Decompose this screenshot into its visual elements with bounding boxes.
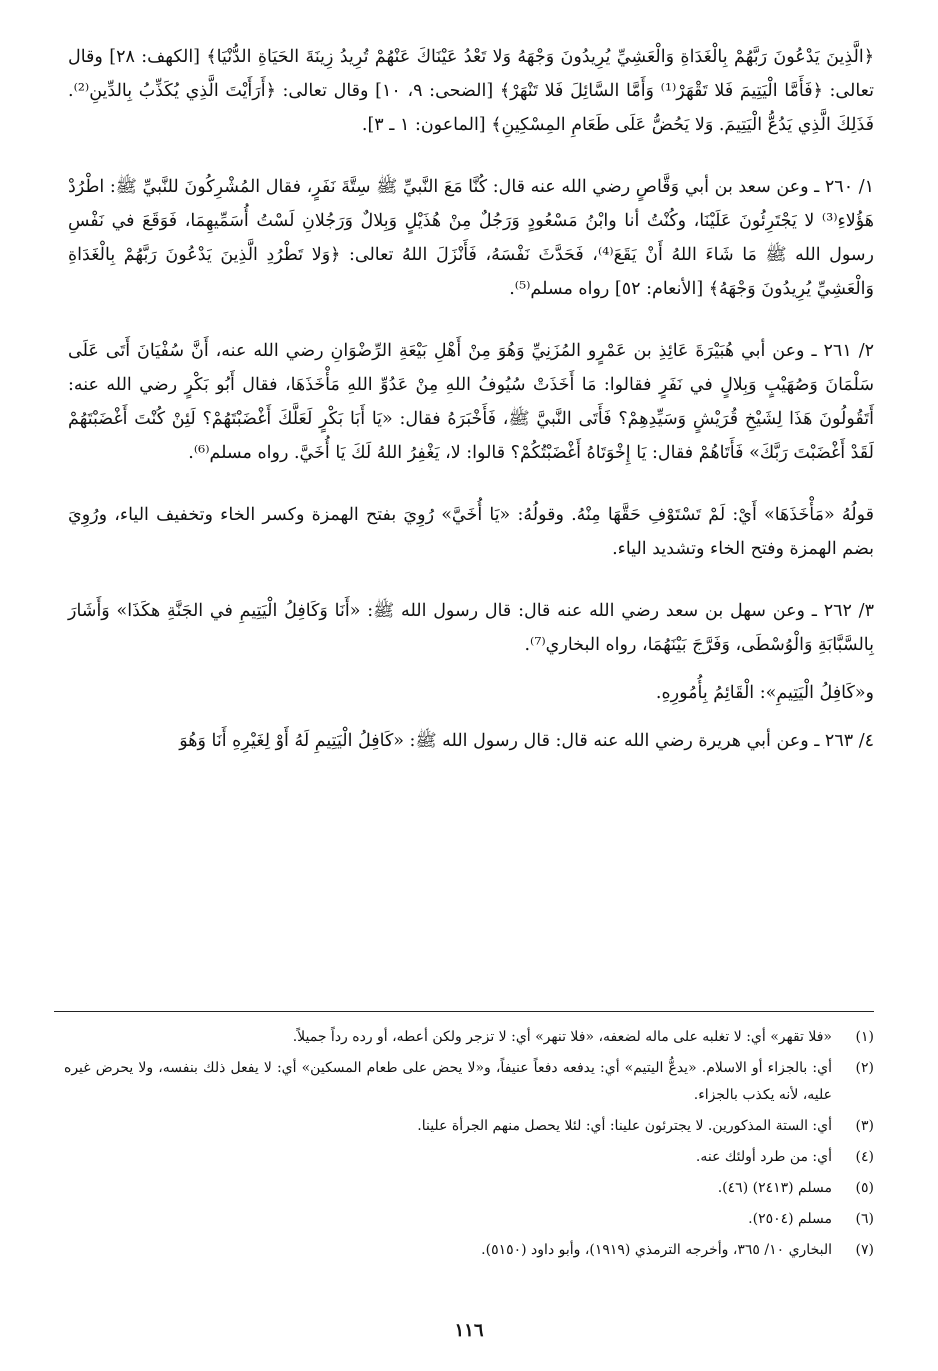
footnote-5: [64, 1175, 874, 1202]
footnote-number: (١): [855, 1029, 874, 1045]
footnote-7: [64, 1237, 874, 1264]
footnote-text: مسلم (٢٤١٣) (٤٦).: [717, 1180, 832, 1196]
quran-verses-intro: ﴿الَّذِينَ يَدْعُونَ رَبَّهُمْ بِالْغَدَاةِ وَالْعَشِيِّ يُرِيدُونَ وَجْهَهُ وَلا تَعْدُ عَيْنَاكَ عَنْهُمْ تُرِيدُ زِينَةَ الحَيَاةِ الدُّنْيَا﴾ [الكهف: ٢٨] وقال تعالى: ﴿فَأَمَّا الْيَتِيمَ فَلا تَقْهَرْ⁽¹⁾ وَأَمَّا السَّائِلَ فَلا تَنْهَرْ﴾ [الضحى: ٩، ١٠] وقال تعالى: ﴿أَرَأَيْتَ الَّذِي يُكَذِّبُ بِالدِّينِ⁽²⁾. فَذَلِكَ الَّذِي يَدُعُّ الْيَتِيمَ. وَلا يَحُضُّ عَلَى طَعَامِ المِسْكِينِ﴾ [الماعون: ١ ـ ٣].: [68, 47, 874, 135]
footnote-text: أي: بالجزاء أو الاسلام. «يدعُّ اليتيم» أي: يدفعه دفعاً عنيفاً، و«لا يحض على طعام المسكين» أي: لا يفعل ذلك بنفسه، ولا يحرض غيره عليه، لأنه يكذب بالجزاء.: [64, 1060, 832, 1103]
main-text: [68, 40, 874, 786]
footnote-1: [64, 1024, 874, 1051]
footnote-number: (٢): [855, 1060, 874, 1076]
hadith-261: ٢/ ٢٦١ ـ وعن أبي هُبَيْرَةَ عَائِذِ بن عَمْرٍو المُزَنِيِّ وَهُوَ مِنْ أَهْلِ بَيْعَةِ الرِّضْوَانِ رضي الله عنه، أَنَّ سُفْيَانَ أَتَى عَلَى سَلْمَانَ وَصُهَيْبٍ وَبِلالٍ في نَفَرٍ فقالوا: مَا أَخَذَتْ سُيُوفُ اللهِ مِنْ عَدُوِّ اللهِ مَأْخَذَهَا، فقال أَبُو بَكْرٍ رضي الله عنه: أَتَقُولُونَ هَذَا لِشَيْخِ قُرَيْشٍ وَسَيِّدِهِمْ؟ فَأَتَى النَّبيَّ ﷺ، فَأَخْبَرَهُ فقال: «يَا أَبَا بَكْرٍ لَعَلَّكَ أَغْضَبْتَهُمْ؟ لَئِنْ كُنْتَ أَغْضَبْتَهُمْ لَقَدْ أَغْضَبْتَ رَبَّكَ» فَأَتَاهُمْ فقال: يَا إِخْوَتَاهُ أَغْضَبْتُكُمْ؟ قالوا: لا، يَغْفِرُ اللهُ لَكَ يَا أُخَيَّ. رواه مسلم⁽⁶⁾.: [68, 341, 874, 463]
footnote-2: [64, 1055, 874, 1109]
hadith-263: ٤/ ٢٦٣ ـ وعن أبي هريرة رضي الله عنه قال: قال رسول الله ﷺ: «كَافِلُ الْيَتِيمِ لَهُ أَوْ لِغَيْرِهِ أَنَا وَهُوَ: [179, 731, 874, 751]
footnote-3: [64, 1113, 874, 1140]
footnote-number: (٧): [855, 1242, 874, 1258]
hadith-262: ٣/ ٢٦٢ ـ وعن سهل بن سعد رضي الله عنه قال: قال رسول الله ﷺ: «أَنَا وَكَافِلُ الْيَتِيمِ في الجَنَّةِ هكَذَا» وَأَشَارَ بِالسَّبَّابَةِ وَالْوُسْطَى، وَفَرَّجَ بَيْنَهُمَا، رواه البخاري⁽⁷⁾.: [68, 601, 874, 655]
footnote-text: البخاري ١٠/ ٣٦٥، وأخرجه الترمذي (١٩١٩)، وأبو داود (٥١٥٠).: [481, 1242, 832, 1258]
hadith-260: ١/ ٢٦٠ ـ وعن سعد بن أبي وَقَّاصٍ رضي الله عنه قال: كُنَّا مَعَ النَّبيِّ ﷺ سِتَّةَ نَفَرٍ، فقال المُشْرِكُونَ للنَّبيِّ ﷺ: اطْرُدْ هَؤُلاءِ⁽³⁾ لا يَجْتَرِئُونَ عَلَيْنَا، وكُنْتُ أنا وابْنُ مَسْعُودٍ وَرَجُلٌ مِنْ هُذَيْلٍ وَبِلالٌ وَرَجُلانِ لَسْتُ أُسَمِّيهِمَا، فَوَقَعَ في نَفْسِ رسول الله ﷺ مَا شَاءَ اللهُ أَنْ يَقَعَ⁽⁴⁾، فَحَدَّثَ نَفْسَهُ، فَأَنْزَلَ اللهُ تعالى: ﴿وَلا تَطْرُدِ الَّذِينَ يَدْعُونَ رَبَّهُمْ بِالْغَدَاةِ وَالْعَشِيِّ يُرِيدُونَ وَجْهَهُ﴾ [الأنعام: ٥٢] رواه مسلم⁽⁵⁾.: [68, 177, 874, 299]
footnote-text: «فلا تقهر» أي: لا تغلبه على ماله لضعفه، «فلا تنهر» أي: لا تزجر ولكن أعطه، أو رده رداً جميلاً.: [292, 1029, 832, 1045]
footnote-number: (٣): [855, 1118, 874, 1134]
hadith-262-explanation: و«كَافِلُ الْيَتِيمِ»: الْقَائِمُ بِأُمُورِهِ.: [655, 683, 874, 703]
footnote-4: [64, 1144, 874, 1171]
footnote-6: [64, 1206, 874, 1233]
hadith-261-explanation: قولُهُ «مَأْخَذَهَا» أَيْ: لَمْ تَسْتَوْفِ حَقَّهَا مِنْهُ. وقولُهُ: «يَا أُخَيَّ» رُوِيَ بفتح الهمزة وكسر الخاء وتخفيف الياء، ورُوِيَ بضم الهمزة وفتح الخاء وتشديد الياء.: [68, 505, 874, 559]
page-number: ١١٦: [454, 1320, 484, 1341]
footnote-text: أي: من طرد أولئك عنه.: [695, 1149, 832, 1165]
footnote-number: (٥): [855, 1180, 874, 1196]
footnote-number: (٦): [855, 1211, 874, 1227]
footnote-text: أي: الستة المذكورين. لا يجترئون علينا: أي: لئلا يحصل منهم الجرأة علينا.: [417, 1118, 832, 1134]
footnote-divider: [54, 1011, 874, 1012]
footnote-number: (٤): [855, 1149, 874, 1165]
footnotes: [64, 1024, 874, 1268]
footnote-text: مسلم (٢٥٠٤).: [748, 1211, 832, 1227]
